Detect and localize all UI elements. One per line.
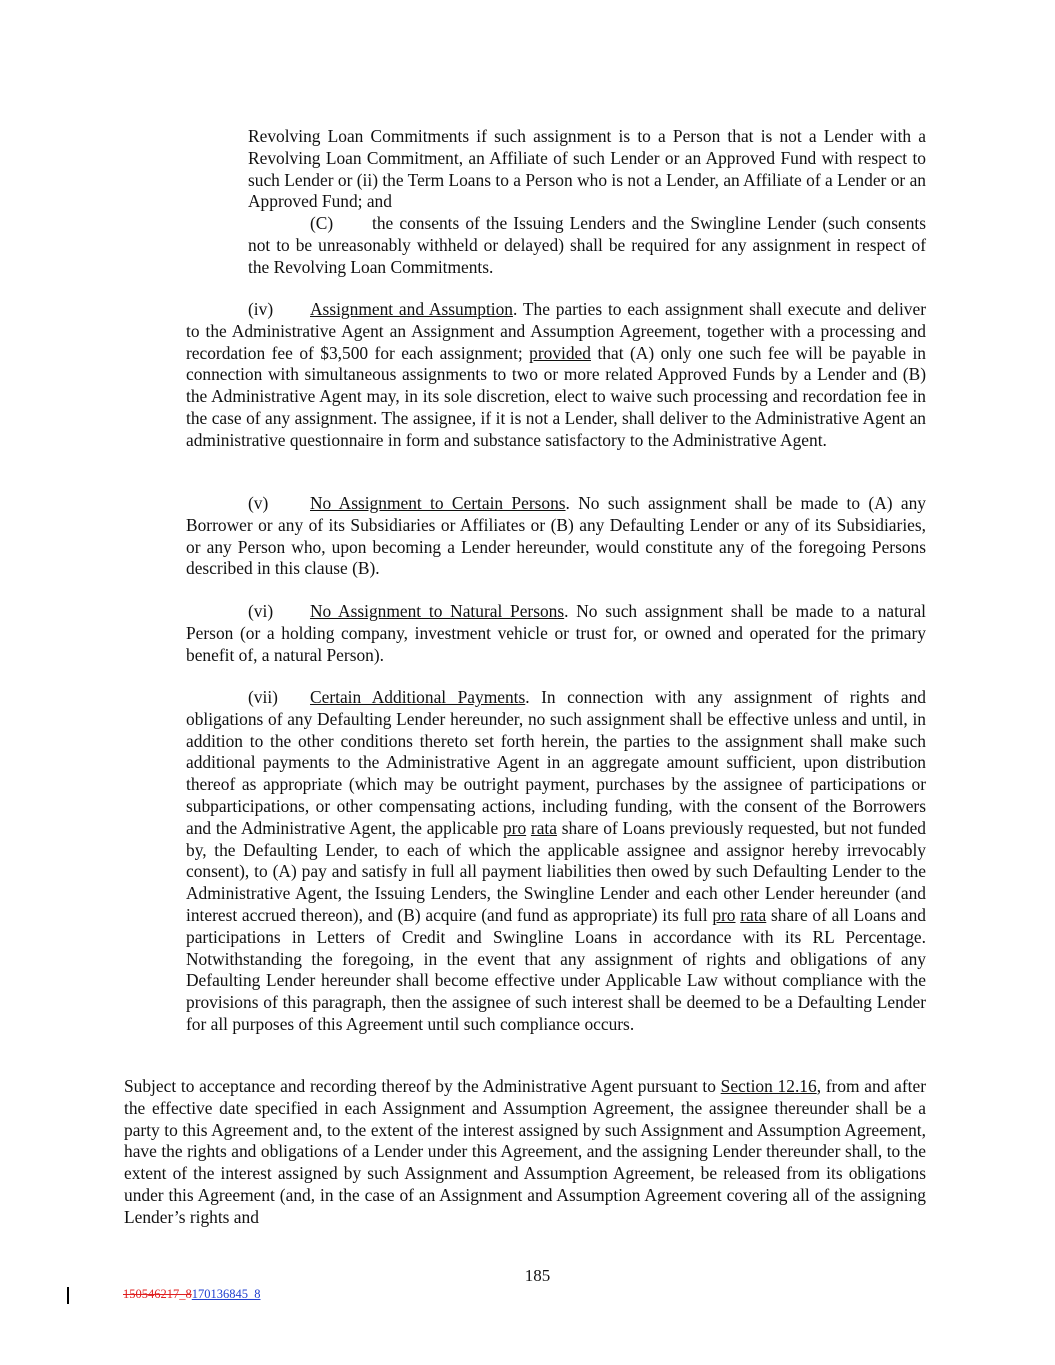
rata-term-2: rata [740,904,767,925]
rata-term: rata [530,817,557,838]
closing-text-2: , from and after the effective date specified in each Assignment and Assumption Agreement, the assignee thereunder shall be a party to this Agreement and, to the extent of the interest assigned by such Assignment and Assumption Agreement, have the rights and obligations of a Lender under this Agreement, and the assigning Lender thereunder shall, to the extent of the interest assigned by such Assignment and Assumption Agreement, be released from its obligations under this Agreement (and, in the case of an Assignment and Assumption Agreement covering all of the assigning Lender’s rights and [124,1076,926,1227]
section-v [186,493,926,580]
section-iv [186,299,926,452]
section-iv-text-1: . The parties to each assignment shall execute and deliver to the Administrative Agent an Assignment and Assumption Agreement, together with a processing and recordation fee of $3,500 for each assignment; [186,299,926,363]
section-iv-number: (iv) [248,299,274,319]
clause-c-text: the consents of the Issuing Lenders and the Swingline Lender (such consents not to be unreasonably withheld or delayed) shall be required for any assignment in respect of the Revolving Loan Commitments. [248,213,926,277]
document-id-deleted: 150546217_8 [123,1287,192,1301]
pro-term: pro [502,817,527,838]
section-iv-text-2: that (A) only one such fee will be payable in connection with simultaneous assignments to two or more related Approved Funds by a Lender and (B) the Administrative Agent may, in its sole discretion, elect to waive such processing and recordation fee in the case of any assignment. The assignee, if it is not a Lender, shall deliver to the Administrative Agent an administrative questionnaire in form and substance satisfactory to the Administrative Agent. [186,342,926,450]
clause-c-label: (C) [310,213,334,233]
section-vii-number: (vii) [248,687,278,707]
clause-c [248,213,926,278]
section-v-text: . No such assignment shall be made to (A) any Borrower or any of its Subsidiaries or Affiliates or (B) any Defaulting Lender or any of its Subsidiaries, or any Person who, upon becoming a Lender hereunder, would constitute any of the foregoing Persons described in this clause (B). [186,493,926,579]
provided-term: provided [529,342,591,363]
section-v-number: (v) [248,493,269,513]
section-v-heading: No Assignment to Certain Persons [310,493,566,513]
closing-paragraph [124,1076,926,1229]
pro-term-2: pro [712,904,736,925]
section-reference: Section 12.16 [720,1076,817,1096]
clause-b-continuation [248,126,926,213]
section-vii-text-2: share of Loans previously requested, but not funded by, the Defaulting Lender, to each of which the applicable assignee and assignor hereby irrevocably consent), to (A) pay and satisfy in full all payment liabilities then owed by such Defaulting Lender to the Administrative Agent, the Issuing Lenders, the Swingline Lender and each other Lender hereunder (and interest accrued thereon), and (B) acquire (and fund as appropriate) its full [186,817,926,925]
section-vii [186,687,926,1036]
document-id-inserted: 170136845_8 [191,1287,261,1301]
section-vi-number: (vi) [248,601,274,621]
section-vi [186,601,926,666]
closing-text-1: Subject to acceptance and recording thereof by the Administrative Agent pursuant to [124,1076,721,1096]
change-bar [67,1287,69,1304]
section-vi-text: . No such assignment shall be made to a natural Person (or a holding company, investment vehicle or trust for, or owned and operated for the primary benefit of, a natural Person). [186,601,926,665]
section-vii-heading: Certain Additional Payments [310,687,526,707]
page-number: 185 [524,1266,551,1285]
section-iv-heading: Assignment and Assumption [310,299,513,319]
section-vii-text-1: . In connection with any assignment of rights and obligations of any Defaulting Lender hereunder, no such assignment shall be effective unless and until, in addition to the other conditions thereto set forth herein, the parties to the assignment shall make such additional payments to the Administrative Agent in an aggregate amount sufficient, upon distribution thereof as appropriate (which may be outright payment, purchases by the assignee of participations or subparticipations, or other compensating actions, including funding, with the consent of the Borrowers and the Administrative Agent, the applicable [186,687,926,838]
section-vii-text-3: share of all Loans and participations in Letters of Credit and Swingline Loans in accordance with its RL Percentage. Notwithstanding the foregoing, in the event that any assignment of rights and obligations of any Defaulting Lender hereunder shall become effective under Applicable Law without compliance with the provisions of this paragraph, then the assignee of such interest shall be deemed to be a Defaulting Lender for all purposes of this Agreement until such compliance occurs. [186,904,926,1034]
document-id [123,1287,261,1302]
clause-b-text: Revolving Loan Commitments if such assignment is to a Person that is not a Lender with a Revolving Loan Commitment, an Affiliate of such Lender or an Approved Fund with respect to such Lender or (ii) the Term Loans to a Person who is not a Lender, an Affiliate of a Lender or an Approved Fund; and [248,126,926,212]
section-vi-heading: No Assignment to Natural Persons [310,601,565,621]
